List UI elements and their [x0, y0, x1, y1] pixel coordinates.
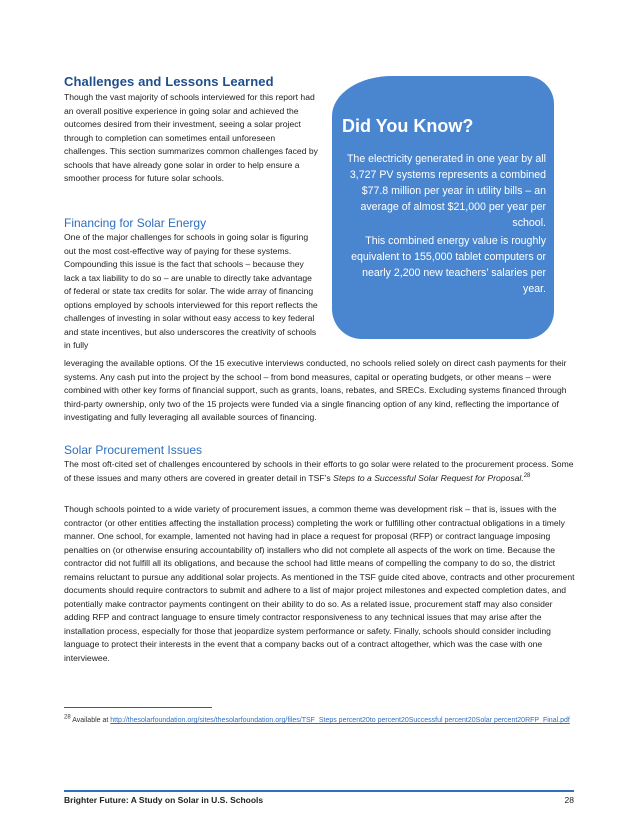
footnote — [64, 716, 574, 727]
section-title: Challenges and Lessons Learned — [64, 74, 274, 89]
callout-text-1: The electricity generated in one year by all 3,727 PV systems represents a combined $77.8 million per year in utility bills – an average of almost $21,000 per year per school. — [346, 153, 546, 229]
financing-heading: Financing for Solar Energy — [64, 216, 207, 230]
intro-paragraph: Though the vast majority of schools interviewed for this report had an overall positive experience in going solar and achieved the outcomes desired from their investment, seeing a solar project through to completion can sometimes entail unforeseen challenges. This section summarizes common challenges faced by schools that have already gone solar in order to help ensure a smoother process for future solar schools. — [64, 92, 318, 183]
did-you-know-callout — [332, 76, 554, 339]
callout-text-2: This combined energy value is roughly equivalent to 155,000 tablet computers or nearly 2,200 new teachers’ salaries per year. — [351, 235, 546, 295]
footnote-divider — [64, 707, 212, 708]
footnote-ref[interactable]: 28 — [523, 472, 531, 479]
steps-guide-title: Steps to a Successful Solar Request for Proposal. — [333, 472, 524, 483]
footnote-number: 28 — [64, 714, 71, 721]
procurement-paragraph-2: Though schools pointed to a wide variety of procurement issues, a common theme was development risk – that is, issues with the contractor (or other entities affecting the installation process) completing the work or fulfilling other contractual obligations in a timely manner. One school, for example, lamented not having had in place a request for proposal (RFP) or contract language imposing penalties on (or otherwise ensuring accountability of) installers who did not complete all aspects of the work on time. Because the contractor did not fulfill all its obligations, and because the school had little means of compelling the company to do so, the district remains reluctant to pursue any additional solar projects. As mentioned in the TSF guide cited above, contracts and other procurement documents should require contractors to submit and adhere to a list of major project milestones and expected completion dates, and potentially make contractor payments contingent on their ability to do so. As a related issue, procurement staff may also consider adding RFP and contract language to ensure timely contractor responsiveness to any technical issues that may arise after the installation process, especially for those that jeopardize system performance or safety. Finally, schools should consider including language to protect their interests in the event that a company backs out of a contract altogether, which was the case with one interviewee. — [64, 504, 575, 663]
footer-title: Brighter Future: A Study on Solar in U.S. Schools — [64, 795, 264, 805]
procurement-paragraph-1 — [64, 458, 576, 485]
footnote-link[interactable]: http://thesolarfoundation.org/sites/thesolarfoundation.org/files/TSF_Steps percent20to percent20Successful percent20Solar percent20RFP_Final.pdf — [110, 717, 570, 724]
financing-paragraph-narrow: One of the major challenges for schools in going solar is figuring out the most cost-effective way of paying for these systems. Compounding this issue is the fact that schools – because they lack a tax liability to do so – are unable to directly take advantage of federal or state tax credits for solar. The wide array of financing options employed by schools interviewed for this report reflects the challenges of investing in solar without easy access to key federal and state incentives, but also underscores the creativity of schools in fully — [64, 232, 318, 350]
financing-paragraph-wide: leveraging the available options. Of the 15 executive interviews conducted, no schools relied solely on direct cash payments for their systems. Any cash put into the project by the school – from bond measures, capital or operating budgets, or other means – were combined with other key forms of financial support, such as grants, loans, rebates, and SRECs. Excluding systems financed through third-party ownership, only two of the 15 projects were funded via a single financing option of any kind, reflecting the importance of investigating and fully leveraging all available sources of financing. — [64, 358, 567, 422]
page-number: 28 — [564, 795, 574, 805]
callout-title: Did You Know? — [342, 116, 474, 136]
footnote-prefix: Available at — [72, 717, 111, 724]
footer-divider — [64, 790, 574, 792]
procurement-heading: Solar Procurement Issues — [64, 443, 203, 457]
procurement-paragraph-1-text: The most oft-cited set of challenges encountered by schools in their efforts to go solar were related to the procurement process. Some of these issues and many others are covered in greater detail in TSF’s — [64, 459, 574, 483]
